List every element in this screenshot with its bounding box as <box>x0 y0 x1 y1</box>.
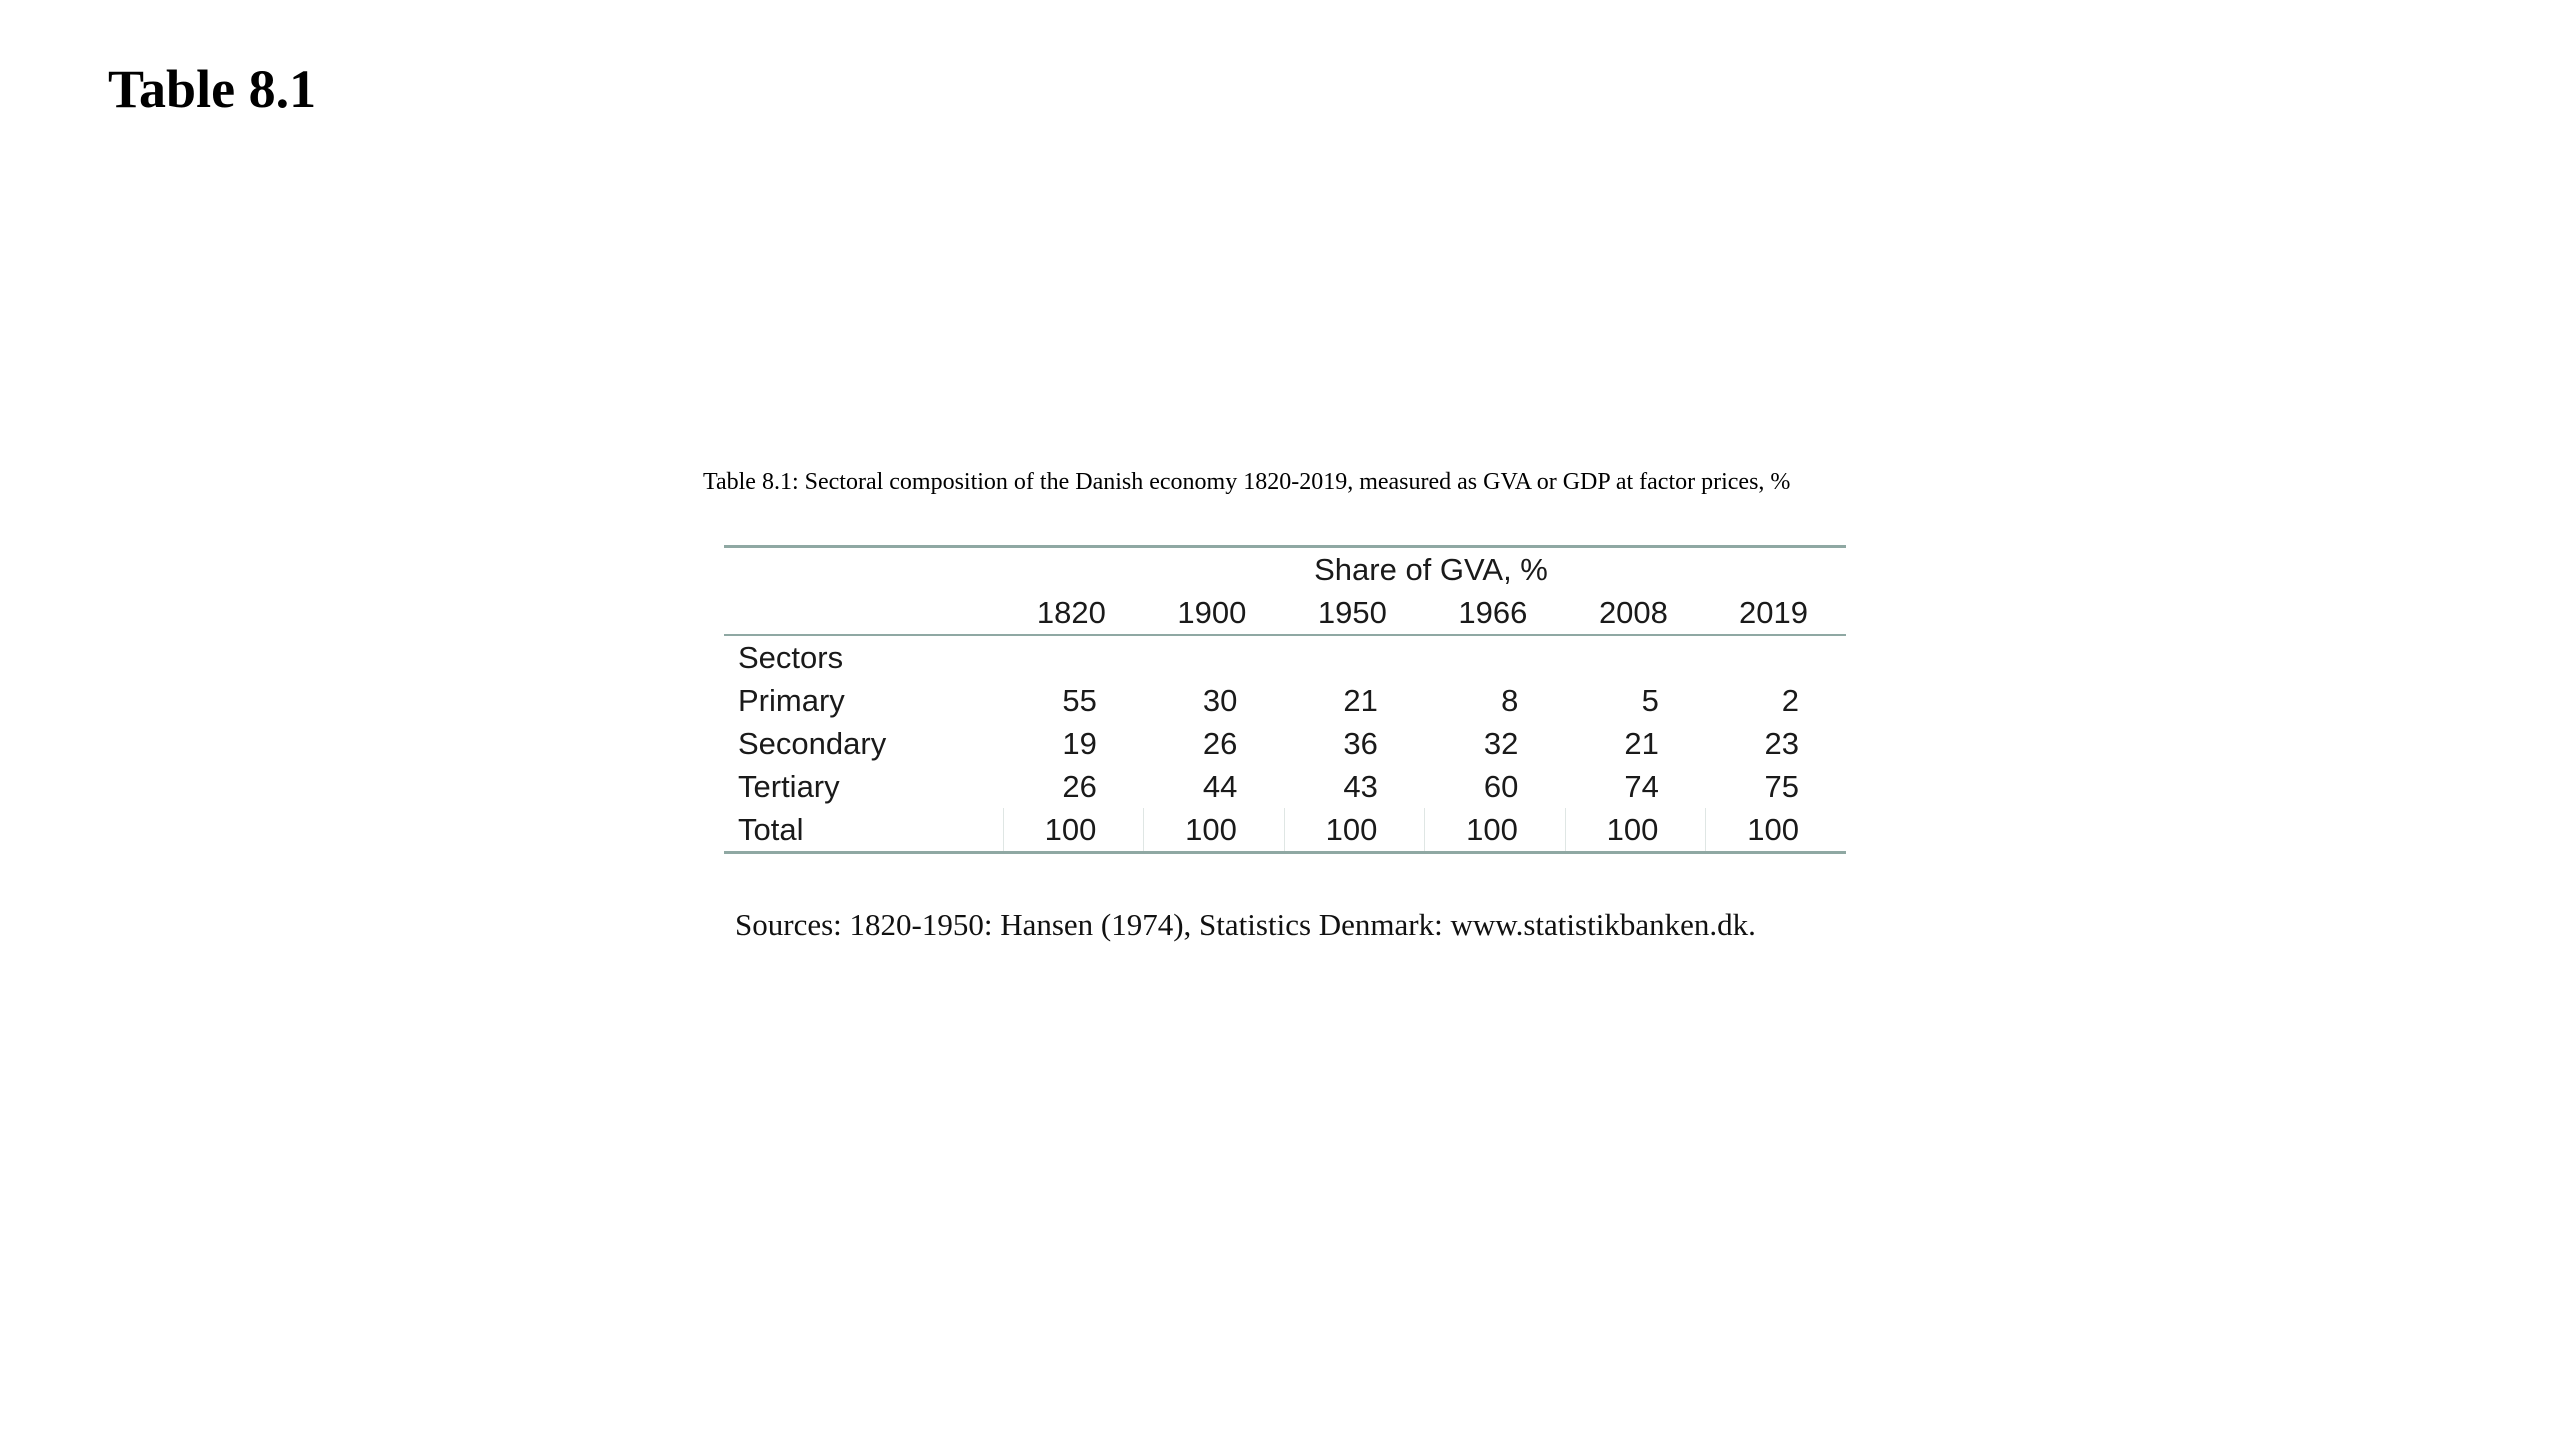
table-cell: 5 <box>1641 682 1659 718</box>
row-label: Secondary <box>738 725 887 761</box>
table-caption: Table 8.1: Sectoral composition of the Danish economy 1820-2019, measured as GVA or GDP at factor prices, % <box>703 469 1791 495</box>
year-header: 1966 <box>1425 591 1566 635</box>
table-cell: 21 <box>1343 682 1378 718</box>
year-header: 2008 <box>1565 591 1706 635</box>
table-cell: 32 <box>1483 725 1519 761</box>
table-cell: 75 <box>1764 768 1799 804</box>
table-row <box>724 765 1846 808</box>
table-cell: 100 <box>1706 808 1846 853</box>
stub-header <box>724 591 1003 635</box>
page-title: Table 8.1 <box>108 59 317 119</box>
table-cell: 8 <box>1501 682 1519 718</box>
total-row <box>724 808 1846 853</box>
table-cell: 100 <box>1565 808 1706 853</box>
row-label: Tertiary <box>738 768 840 804</box>
table-cell: 36 <box>1343 725 1378 761</box>
table-cell: 100 <box>1003 808 1144 853</box>
table-cell: 26 <box>1062 768 1097 804</box>
row-label: Primary <box>738 682 845 718</box>
table-cell: 100 <box>1425 808 1566 853</box>
sources-note: Sources: 1820-1950: Hansen (1974), Statistics Denmark: www.statistikbanken.dk. <box>735 907 1756 942</box>
table-cell: 30 <box>1202 682 1238 718</box>
row-label: Total <box>724 808 1003 853</box>
table-cell: 26 <box>1202 725 1238 761</box>
table-cell: 60 <box>1483 768 1519 804</box>
year-header-row <box>724 591 1846 635</box>
year-header: 1950 <box>1284 591 1425 635</box>
table-cell: 74 <box>1624 768 1659 804</box>
table-cell: 55 <box>1062 682 1097 718</box>
table-row <box>724 679 1846 722</box>
table-cell: 19 <box>1062 725 1097 761</box>
table-cell: 43 <box>1343 768 1378 804</box>
year-header: 1900 <box>1144 591 1285 635</box>
year-header: 2019 <box>1706 591 1846 635</box>
table-cell: 23 <box>1764 725 1799 761</box>
section-row <box>724 635 1846 679</box>
table-cell: 21 <box>1624 725 1659 761</box>
group-header-row <box>724 547 1846 592</box>
table-cell: 100 <box>1144 808 1285 853</box>
year-header: 1820 <box>1003 591 1144 635</box>
section-label: Sectors <box>738 639 844 675</box>
group-header: Share of GVA, % <box>724 547 1846 592</box>
table-cell: 2 <box>1781 682 1799 718</box>
table-cell: 44 <box>1202 768 1238 804</box>
table-row <box>724 722 1846 765</box>
sector-share-table <box>724 545 1846 854</box>
table-cell: 100 <box>1284 808 1425 853</box>
